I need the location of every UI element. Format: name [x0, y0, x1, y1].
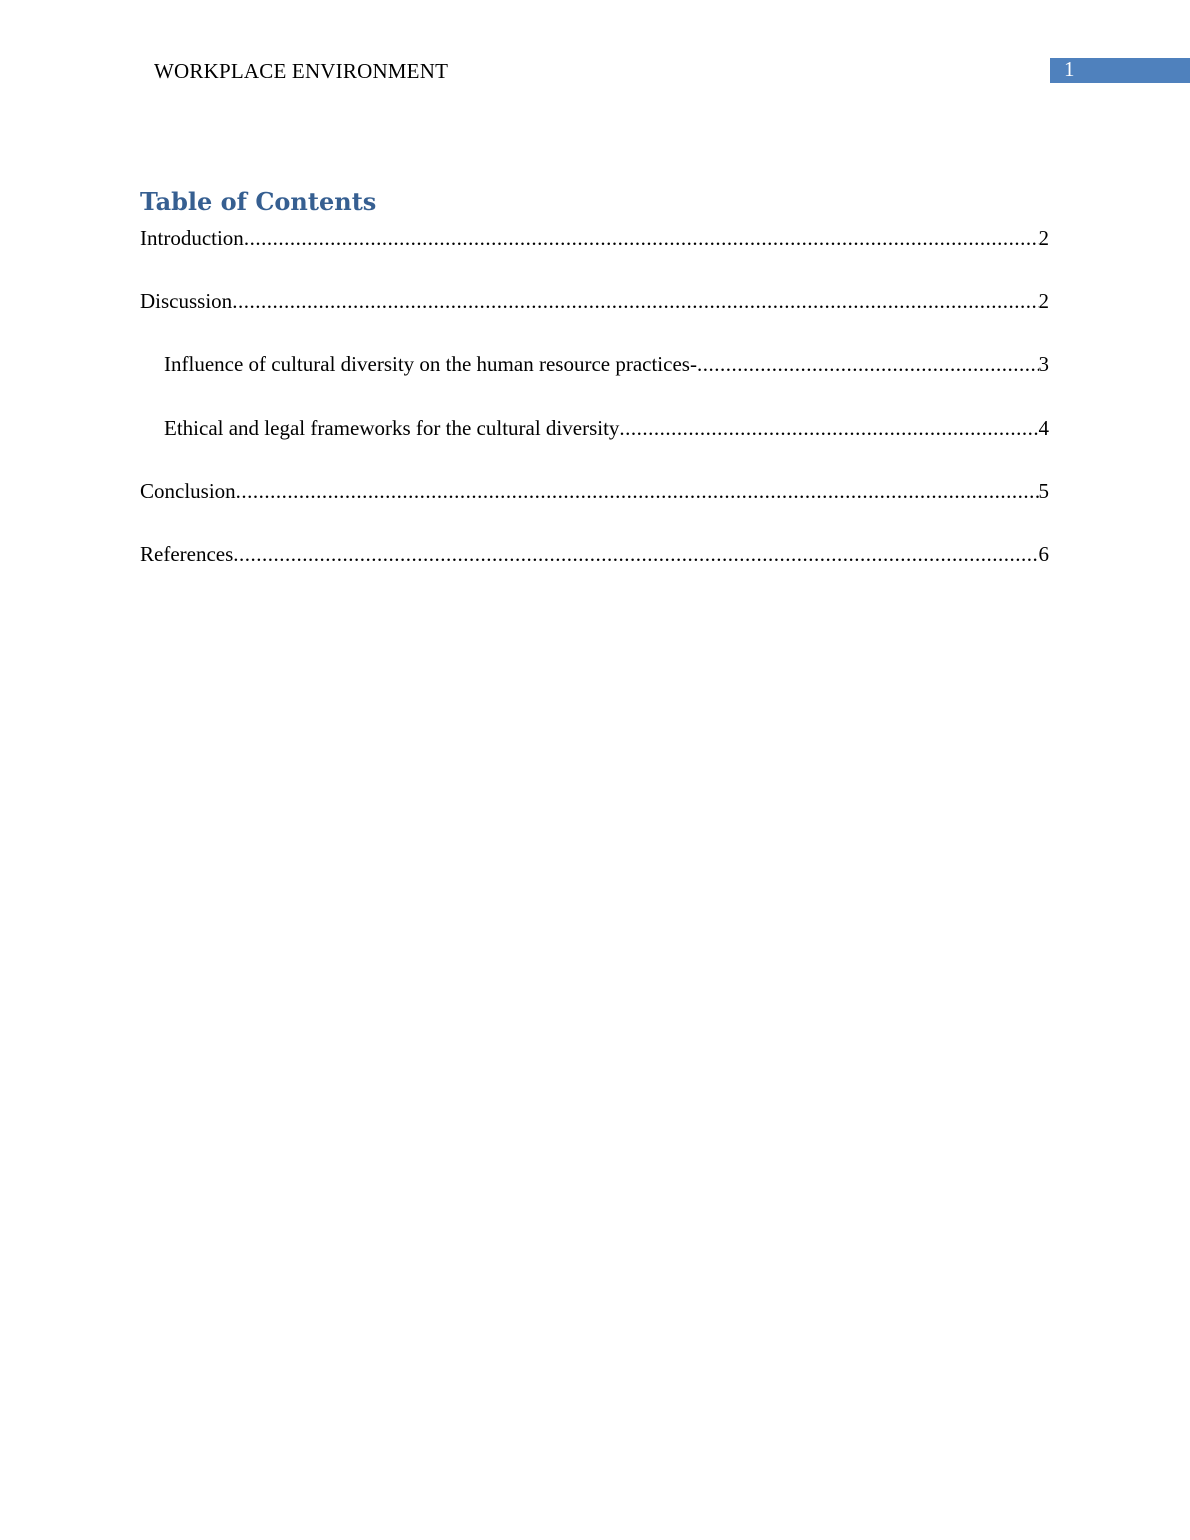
page-number-bar: [1050, 58, 1190, 83]
toc-dot-leader: [233, 540, 1038, 568]
toc-entry-label: Conclusion: [140, 479, 236, 503]
toc-entry-references[interactable]: [140, 540, 1049, 568]
toc-entry-label: Ethical and legal frameworks for the cultural diversity: [164, 416, 620, 440]
toc-dot-leader: [619, 414, 1038, 442]
toc-heading: Table of Contents: [140, 187, 377, 216]
toc-entry-label: Discussion: [140, 289, 233, 313]
toc-entry-label: Introduction: [140, 226, 244, 250]
toc-entry-influence-of-cultural-diversity[interactable]: [164, 350, 1049, 378]
page-number: 1: [1064, 57, 1075, 81]
toc-entry-introduction[interactable]: [140, 224, 1049, 252]
running-header-title: WORKPLACE ENVIRONMENT: [154, 59, 449, 83]
toc-entry-page-number: 2: [1038, 226, 1049, 250]
toc-dot-leader: [697, 350, 1039, 378]
toc-entry-label: Influence of cultural diversity on the human resource practices-: [164, 352, 697, 376]
toc-entry-page-number: 3: [1038, 352, 1049, 376]
toc-entry-page-number: 4: [1038, 416, 1049, 440]
toc-entry-page-number: 2: [1038, 289, 1049, 313]
toc-entry-discussion[interactable]: [140, 287, 1049, 315]
toc-dot-leader: [236, 477, 1039, 505]
toc-dot-leader: [244, 224, 1039, 252]
toc-dot-leader: [232, 287, 1038, 315]
toc-entry-page-number: 6: [1038, 542, 1049, 566]
toc-entry-ethical-and-legal-frameworks[interactable]: [164, 414, 1049, 442]
toc-entry-conclusion[interactable]: [140, 477, 1049, 505]
toc-entry-page-number: 5: [1038, 479, 1049, 503]
toc-entry-label: References: [140, 542, 234, 566]
